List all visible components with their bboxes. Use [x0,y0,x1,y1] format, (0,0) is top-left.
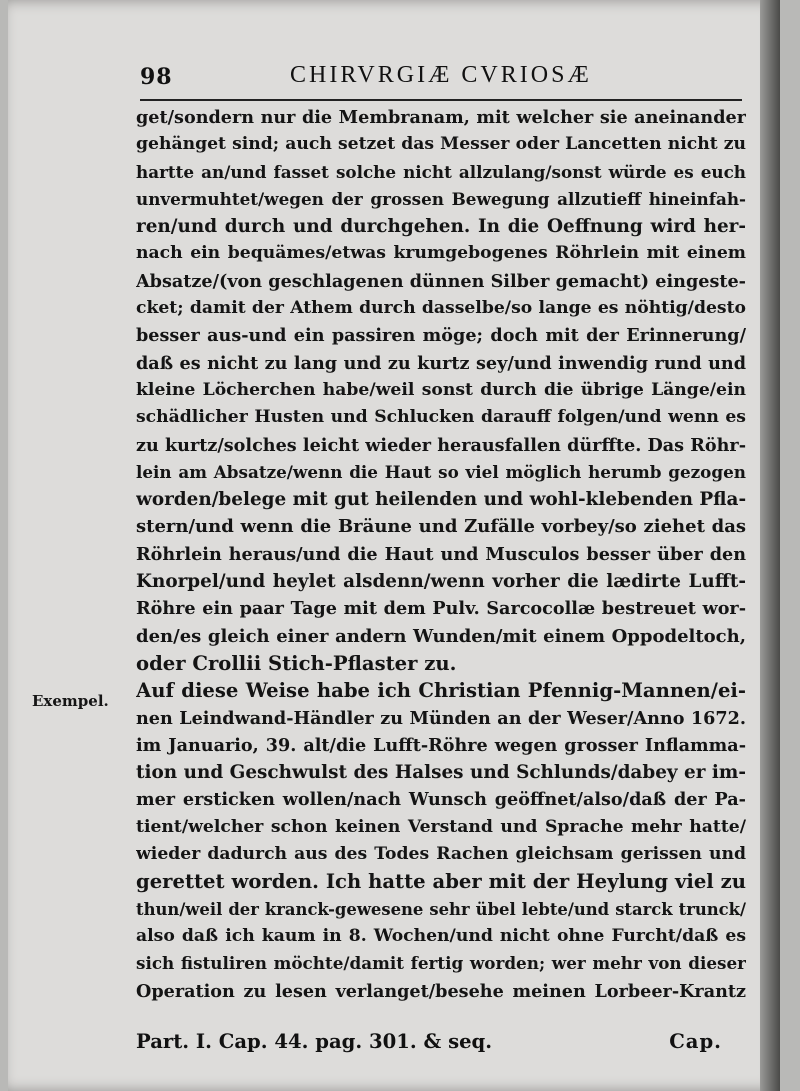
text-line: Röhre ein paar Tage mit dem Pulv. Sarcocollæ bestreuet wor- [136,598,746,620]
text-line: tient/welcher schon keinen Verstand und Sprache mehr hatte/ [136,816,746,837]
page-header [140,58,740,98]
text-line: gehänget sind; auch setzet das Messer oder Lancetten nicht zu [136,134,746,155]
body-text [136,104,746,1005]
text-line: ren/und durch und durchgehen. In die Oeffnung wird her- [136,216,746,238]
text-line: Röhrlein heraus/und die Haut und Musculos besser über den [136,543,746,565]
header-rule [140,99,742,101]
text-line: den/es gleich einer andern Wunden/mit einem Oppodeltoch, [136,625,746,647]
text-line: Knorpel/und heylet alsdenn/wenn vorher die lædirte Lufft- [136,571,746,593]
marginal-note: Exempel. [32,692,109,710]
text-line: Operation zu lesen verlanget/besehe meinen Lorbeer-Krantz [136,980,746,1002]
text-line: get/sondern nur die Membranam, mit welcher sie aneinander [136,107,746,128]
text-line: kleine Löcherchen habe/weil sonst durch die übrige Länge/ein [136,379,746,400]
text-line: schädlicher Husten und Schlucken darauff folgen/und wenn es [136,407,746,428]
text-line: tion und Geschwulst des Halses und Schlunds/dabey er im- [136,762,746,784]
page-gutter-shadow [760,0,780,1091]
text-line: hartte an/und fasset solche nicht allzulang/sonst würde es euch [136,161,746,182]
text-line: worden/belege mit gut heilenden und wohl-klebenden Pfla- [136,489,746,511]
text-line: sich fistuliren möchte/damit fertig worden; wer mehr von dieser [136,953,746,974]
text-line: oder Crollii Stich-Pflaster zu. [136,651,457,675]
page-footer [136,1030,746,1060]
page-number: 98 [140,64,173,90]
text-line: nen Leindwand-Händler zu Münden an der Weser/Anno 1672. [136,707,746,729]
text-line: unvermuhtet/wegen der grossen Bewegung allzutieff hineinfah- [136,188,746,209]
text-line: lein am Absatze/wenn die Haut so viel möglich herumb gezogen [136,461,746,482]
footer-reference: Part. I. Cap. 44. pag. 301. & seq. [136,1030,493,1053]
text-line: cket; damit der Athem durch dasselbe/so lange es nöhtig/desto [136,298,746,319]
text-line: daß es nicht zu lang und zu kurtz sey/und inwendig rund und [136,352,746,374]
text-line: zu kurtz/solches leicht wieder herausfallen dürffte. Das Röhr- [136,434,746,456]
text-line: stern/und wenn die Bräune und Zufälle vorbey/so ziehet das [136,516,746,538]
text-line: im Januario, 39. alt/die Lufft-Röhre wegen grosser Inflamma- [136,734,746,756]
text-line: Absatze/(von geschlagenen dünnen Silber gemacht) eingeste- [136,270,746,292]
catchword: Cap. [669,1030,722,1053]
text-line: thun/weil der kranck-gewesene sehr übel lebte/und starck trunck/ [136,899,746,919]
text-line: wieder dadurch aus des Todes Rachen gleichsam gerissen und [136,844,746,865]
text-line: nach ein bequämes/etwas krumgebogenes Röhrlein mit einem [136,243,746,264]
running-title: CHIRVRGIÆ CVRIOSÆ [290,62,592,88]
text-line: Auf diese Weise habe ich Christian Pfennig-Mannen/ei- [136,679,746,703]
text-line: mer ersticken wollen/nach Wunsch geöffnet/also/daß der Pa- [136,789,746,811]
text-line: besser aus-und ein passiren möge; doch mit der Erinnerung/ [136,325,746,347]
text-line: also daß ich kaum in 8. Wochen/und nicht ohne Furcht/daß es [136,925,746,946]
text-line: gerettet worden. Ich hatte aber mit der Heylung viel zu [136,870,746,894]
